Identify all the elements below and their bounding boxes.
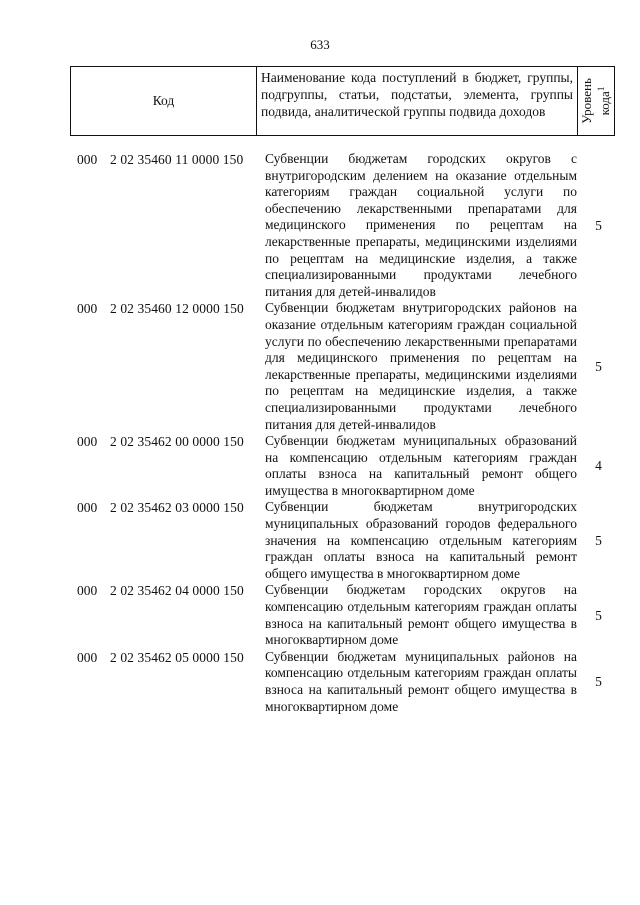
row-prefix: 000: [77, 583, 98, 599]
row-level: 5: [595, 217, 602, 233]
row-prefix: 000: [77, 301, 98, 317]
row-code: 2 02 35462 04 0000 150: [110, 583, 244, 599]
row-level: 5: [595, 358, 602, 374]
row-name: Субвенции бюджетам городских округов с внутригородским делением на оказание отдельным категориям граждан социальной услуги по обеспечению лекарственными препаратами для медицинского применения по рецептам на лекарственные препараты, медицинскими изделиями по рецептам на медицинские изделия, а также специализированными продуктами лечебного питания для детей-инвалидов: [265, 151, 577, 299]
page-number: 633: [310, 37, 330, 52]
row-code: 2 02 35462 00 0000 150: [110, 434, 244, 450]
table-row: [70, 582, 615, 648]
header-level-text: [580, 78, 612, 124]
row-name: Субвенции бюджетам муниципальных районов на компенсацию отдельным категориям граждан оплаты взноса на капитальный ремонт общего имущества в многоквартирном доме: [265, 648, 577, 714]
row-name: Субвенции бюджетам внутригородских муниципальных образований городов федерального значения на компенсацию отдельным категориям граждан оплаты взноса на капитальный ремонт общего имущества в многоквартирном доме: [265, 499, 577, 581]
row-prefix: 000: [77, 434, 98, 450]
header-level: [578, 67, 614, 135]
row-name: Субвенции бюджетам городских округов на компенсацию отдельным категориям граждан оплаты взноса на капитальный ремонт общего имущества в многоквартирном доме: [265, 582, 577, 648]
table-row: [70, 649, 615, 715]
table-header: [70, 66, 615, 136]
header-level-footnote: 1: [595, 86, 606, 92]
row-level: 5: [595, 607, 602, 623]
row-name: Субвенции бюджетам муниципальных образований на компенсацию отдельным категориям граждан оплаты взноса на капитальный ремонт общего имущества в многоквартирном доме: [265, 433, 577, 498]
table-row: [70, 499, 615, 582]
row-code: 2 02 35460 11 0000 150: [110, 152, 244, 167]
header-code: Код: [71, 67, 257, 135]
row-level: 5: [595, 674, 602, 689]
row-level: 5: [595, 532, 602, 548]
table-row: [70, 300, 615, 433]
row-prefix: 000: [77, 152, 98, 167]
row-code: 2 02 35462 05 0000 150: [110, 649, 244, 665]
table-row: [70, 151, 615, 300]
header-level-line2: [594, 78, 612, 124]
row-level: 4: [595, 458, 602, 474]
header-level-word: кода: [597, 91, 613, 116]
row-code: 2 02 35462 03 0000 150: [110, 500, 244, 516]
row-prefix: 000: [77, 649, 98, 665]
table-row: [70, 433, 615, 499]
row-code: 2 02 35460 12 0000 150: [110, 301, 244, 317]
row-prefix: 000: [77, 500, 98, 516]
table-body: [70, 151, 615, 715]
row-name: Субвенции бюджетам внутригородских районов на оказание отдельным категориям граждан социальной услуги по обеспечению лекарственными препаратами для медицинского применения по рецептам на лекарственные препараты, медицинскими изделиями по рецептам на медицинские изделия, а также специализированными продуктами лечебного питания для детей-инвалидов: [265, 300, 577, 432]
header-name: Наименование кода поступлений в бюджет, группы, подгруппы, статьи, подстатьи, элемента, группы подвида, аналитической группы подвида доходов: [257, 67, 578, 135]
header-level-line1: Уровень: [578, 78, 594, 124]
